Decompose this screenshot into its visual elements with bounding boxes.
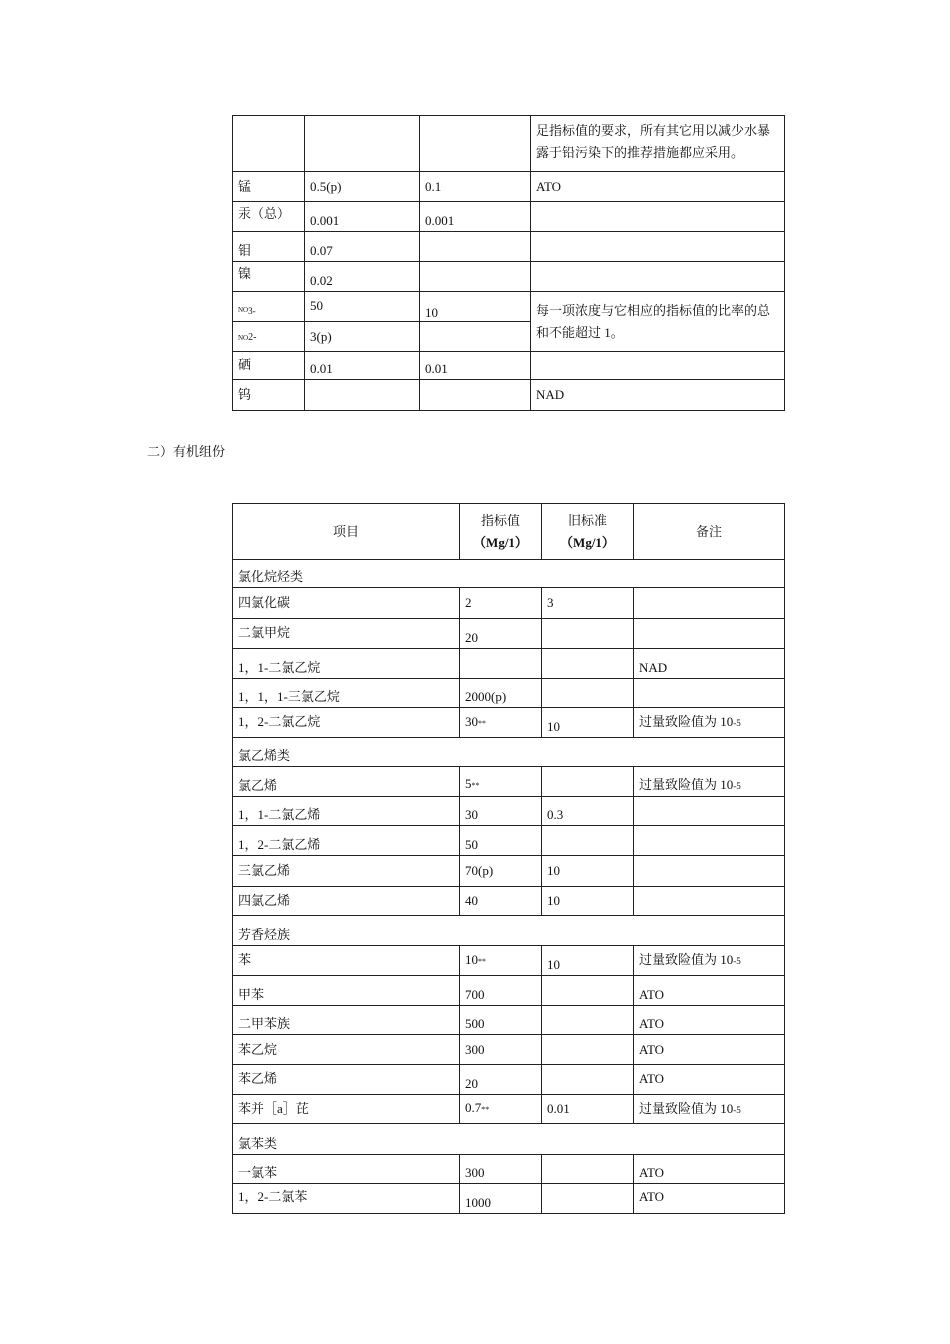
item-name: 苯并［a］芘 bbox=[233, 1095, 460, 1124]
old-standard: 0.001 bbox=[420, 202, 531, 232]
table-row bbox=[233, 1184, 785, 1214]
item-name: 镍 bbox=[233, 262, 305, 292]
table-row bbox=[233, 708, 785, 738]
table-row bbox=[233, 767, 785, 797]
table-row bbox=[233, 1035, 785, 1065]
item-name: 1，1-二氯乙烯 bbox=[233, 797, 460, 826]
old-standard bbox=[542, 649, 634, 679]
header-old-standard-unit: （Mg/1） bbox=[560, 534, 615, 550]
item-name: 钼 bbox=[233, 232, 305, 262]
group-row bbox=[233, 560, 785, 588]
index-value bbox=[460, 946, 542, 976]
index-value: 1000 bbox=[460, 1184, 542, 1214]
remark-text: 过量致险值为 10 bbox=[639, 952, 734, 967]
index-value: 700 bbox=[460, 976, 542, 1006]
remark: NAD bbox=[531, 380, 785, 411]
table-row bbox=[233, 976, 785, 1006]
old-standard bbox=[542, 1035, 634, 1065]
remark-text: 过量致险值为 10 bbox=[639, 1100, 734, 1116]
value-number: 0.7 bbox=[465, 1100, 482, 1115]
remark bbox=[531, 352, 785, 380]
old-standard bbox=[542, 1065, 634, 1095]
index-value: 50 bbox=[305, 292, 420, 322]
index-value bbox=[460, 708, 542, 738]
index-value: 30 bbox=[460, 797, 542, 826]
item-name: 三氯乙烯 bbox=[233, 856, 460, 887]
index-value: 40 bbox=[460, 887, 542, 916]
table-row bbox=[233, 797, 785, 826]
remark bbox=[634, 588, 785, 619]
item-name: 四氯化碳 bbox=[233, 588, 460, 619]
item-name: 汞（总） bbox=[233, 202, 305, 232]
item-name: 氯乙烯 bbox=[233, 767, 460, 797]
old-standard: 0.1 bbox=[420, 172, 531, 202]
item-name: 1，2-二氯乙烷 bbox=[233, 708, 460, 738]
table-row bbox=[233, 172, 785, 202]
table-row bbox=[233, 619, 785, 649]
item-name: 锰 bbox=[233, 172, 305, 202]
organic-components-table bbox=[232, 503, 785, 1214]
old-standard: 10 bbox=[420, 292, 531, 322]
group-title: 氯乙烯类 bbox=[233, 738, 785, 767]
remark: ATO bbox=[634, 1035, 785, 1065]
index-value: 20 bbox=[460, 619, 542, 649]
remark-exponent: -5 bbox=[733, 718, 741, 728]
index-value bbox=[460, 1095, 542, 1124]
value-mark: ** bbox=[478, 957, 486, 966]
remark bbox=[634, 797, 785, 826]
table-row bbox=[233, 588, 785, 619]
item-name: 苯 bbox=[233, 946, 460, 976]
group-title: 氯化烷烃类 bbox=[233, 560, 785, 588]
old-standard: 0.01 bbox=[542, 1095, 634, 1124]
old-standard: 10 bbox=[542, 856, 634, 887]
table-row bbox=[233, 1095, 785, 1124]
remark: ATO bbox=[634, 1006, 785, 1035]
old-standard bbox=[542, 619, 634, 649]
old-standard bbox=[420, 380, 531, 411]
remark-exponent: -5 bbox=[733, 956, 741, 966]
old-standard bbox=[542, 1006, 634, 1035]
inorganic-table-continued bbox=[232, 115, 785, 411]
index-value: 0.5(p) bbox=[305, 172, 420, 202]
old-standard: 0.3 bbox=[542, 797, 634, 826]
table-row bbox=[233, 202, 785, 232]
remark-text: 过量致险值为 10 bbox=[639, 777, 734, 792]
old-standard bbox=[542, 767, 634, 797]
old-standard bbox=[542, 826, 634, 856]
remark bbox=[634, 826, 785, 856]
remark bbox=[634, 708, 785, 738]
index-value: 50 bbox=[460, 826, 542, 856]
index-value: 2000(p) bbox=[460, 679, 542, 708]
remark bbox=[634, 1095, 785, 1124]
value-number: 30 bbox=[465, 714, 478, 729]
old-standard: 10 bbox=[542, 946, 634, 976]
index-value: 0.07 bbox=[305, 232, 420, 262]
remark bbox=[634, 946, 785, 976]
value-mark: ** bbox=[471, 781, 480, 790]
remark: ATO bbox=[634, 1155, 785, 1184]
table-row bbox=[233, 292, 785, 322]
header-old-standard bbox=[542, 504, 634, 560]
table-row bbox=[233, 679, 785, 708]
formula-prefix: NO bbox=[238, 306, 249, 314]
index-value: 0.02 bbox=[305, 262, 420, 292]
remark: 每一项浓度与它相应的指标值的比率的总和不能超过 1。 bbox=[531, 292, 785, 352]
header-index-value-label: 指标值 bbox=[480, 512, 520, 528]
item-name: 二甲苯族 bbox=[233, 1006, 460, 1035]
header-index-value-unit: （Mg/1） bbox=[473, 534, 528, 550]
value-mark: ** bbox=[481, 1105, 490, 1114]
table-row bbox=[233, 262, 785, 292]
item-name bbox=[233, 292, 305, 322]
remark-exponent: -5 bbox=[733, 781, 741, 791]
remark bbox=[634, 856, 785, 887]
index-value: 0.001 bbox=[305, 202, 420, 232]
group-title: 芳香烃族 bbox=[233, 916, 785, 946]
lead-note-cell: 足指标值的要求，所有其它用以减少水暴露于铅污染下的推荐措施都应采用。 bbox=[531, 116, 785, 172]
remark: ATO bbox=[634, 1184, 785, 1214]
index-value: 20 bbox=[460, 1065, 542, 1095]
value-mark: ** bbox=[478, 719, 486, 728]
old-standard: 0.01 bbox=[420, 352, 531, 380]
old-standard bbox=[420, 232, 531, 262]
remark-text: 过量致险值为 10 bbox=[639, 714, 734, 729]
formula-prefix: NO bbox=[238, 333, 249, 342]
index-value: 70(p) bbox=[460, 856, 542, 887]
remark bbox=[634, 619, 785, 649]
index-value: 300 bbox=[460, 1155, 542, 1184]
item-name: 1，2-二氯苯 bbox=[233, 1184, 460, 1214]
table-row bbox=[233, 1155, 785, 1184]
remark bbox=[634, 679, 785, 708]
formula-suffix: 2- bbox=[248, 331, 257, 343]
remark bbox=[634, 767, 785, 797]
table-row bbox=[233, 856, 785, 887]
remark: ATO bbox=[634, 976, 785, 1006]
index-value: 3(p) bbox=[305, 322, 420, 352]
table-row bbox=[233, 1006, 785, 1035]
value-number: 10 bbox=[465, 952, 478, 967]
table-row bbox=[233, 887, 785, 916]
remark bbox=[531, 232, 785, 262]
value-number: 5 bbox=[465, 776, 472, 791]
index-value: 300 bbox=[460, 1035, 542, 1065]
table-row bbox=[233, 116, 785, 172]
item-name: 四氯乙烯 bbox=[233, 887, 460, 916]
index-value bbox=[460, 767, 542, 797]
table-row bbox=[233, 1065, 785, 1095]
old-standard bbox=[542, 1155, 634, 1184]
item-name: 钨 bbox=[233, 380, 305, 411]
old-standard bbox=[420, 322, 531, 352]
old-standard bbox=[542, 679, 634, 708]
remark: ATO bbox=[531, 172, 785, 202]
header-remark: 备注 bbox=[634, 504, 785, 560]
item-name: 甲苯 bbox=[233, 976, 460, 1006]
remark: NAD bbox=[634, 649, 785, 679]
group-row bbox=[233, 738, 785, 767]
header-old-standard-label: 旧标准 bbox=[567, 512, 607, 528]
remark-exponent: -5 bbox=[733, 1104, 741, 1115]
item-name: 苯乙烯 bbox=[233, 1065, 460, 1095]
remark: ATO bbox=[634, 1065, 785, 1095]
remark bbox=[531, 202, 785, 232]
table-row bbox=[233, 946, 785, 976]
index-value: 0.01 bbox=[305, 352, 420, 380]
item-name: 二氯甲烷 bbox=[233, 619, 460, 649]
group-row bbox=[233, 1124, 785, 1155]
section-heading: 二）有机组份 bbox=[147, 444, 226, 459]
item-name: 硒 bbox=[233, 352, 305, 380]
old-standard: 10 bbox=[542, 708, 634, 738]
item-name: 苯乙烷 bbox=[233, 1035, 460, 1065]
index-value: 2 bbox=[460, 588, 542, 619]
item-name: 1，1，1-三氯乙烷 bbox=[233, 679, 460, 708]
header-item: 项目 bbox=[233, 504, 460, 560]
index-value bbox=[460, 649, 542, 679]
old-standard: 10 bbox=[542, 887, 634, 916]
table-row bbox=[233, 826, 785, 856]
item-name: 1，1-二氯乙烷 bbox=[233, 649, 460, 679]
table-row bbox=[233, 232, 785, 262]
table-row bbox=[233, 352, 785, 380]
old-standard: 3 bbox=[542, 588, 634, 619]
item-name bbox=[233, 322, 305, 352]
old-standard bbox=[542, 1184, 634, 1214]
table-row bbox=[233, 380, 785, 411]
remark bbox=[531, 262, 785, 292]
group-row bbox=[233, 916, 785, 946]
index-value bbox=[305, 380, 420, 411]
item-name: 1，2-二氯乙烯 bbox=[233, 826, 460, 856]
group-title: 氯苯类 bbox=[233, 1124, 785, 1155]
index-value: 500 bbox=[460, 1006, 542, 1035]
remark bbox=[634, 887, 785, 916]
old-standard bbox=[542, 976, 634, 1006]
table-header-row bbox=[233, 504, 785, 560]
item-name: 一氯苯 bbox=[233, 1155, 460, 1184]
header-index-value bbox=[460, 504, 542, 560]
formula-suffix: 3- bbox=[248, 306, 256, 316]
table-row bbox=[233, 649, 785, 679]
old-standard bbox=[420, 262, 531, 292]
